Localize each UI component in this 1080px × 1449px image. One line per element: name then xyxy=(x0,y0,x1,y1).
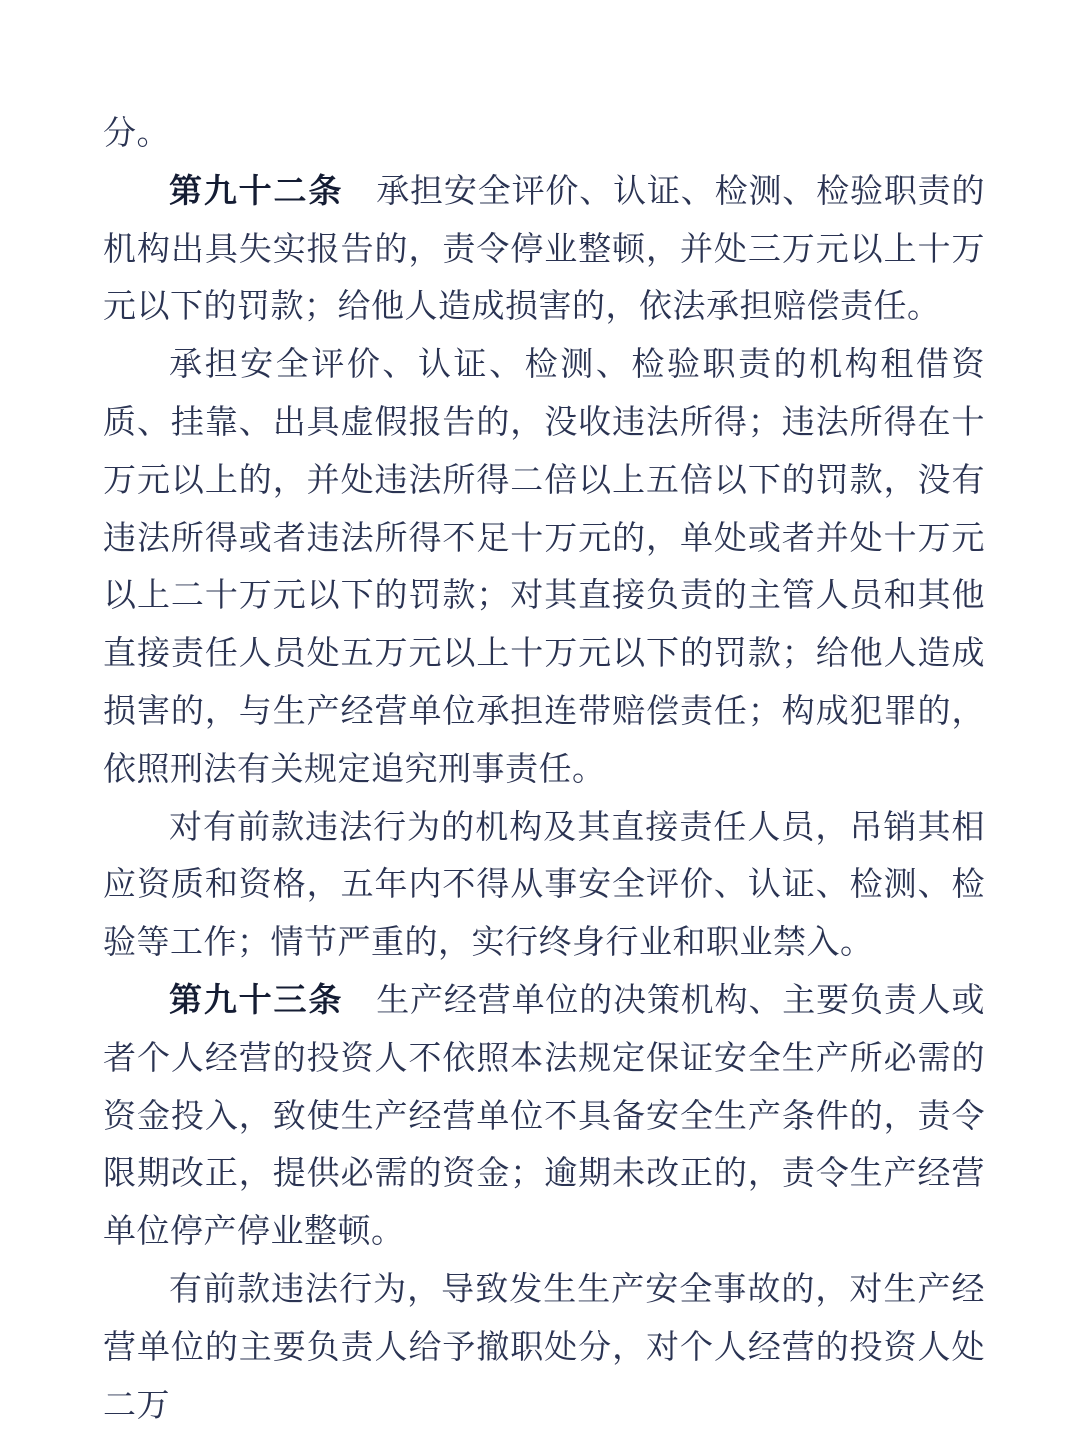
article-93-text: 生产经营单位的决策机构、主要负责人或者个人经营的投资人不依照本法规定保证安全生产所必需的资金投入，致使生产经营单位不具备安全生产条件的，责令限期改正，提供必需的资金；逾期未改正的，责令生产经营单位停产停业整顿。 xyxy=(103,979,986,1251)
article-92-text: 承担安全评价、认证、检测、检验职责的机构出具失实报告的，责令停业整顿，并处三万元以上十万元以下的罚款；给他人造成损害的，依法承担赔偿责任。 xyxy=(103,170,986,326)
paragraph-article-92-clause-2: 承担安全评价、认证、检测、检验职责的机构租借资质、挂靠、出具虚假报告的，没收违法所得；违法所得在十万元以上的，并处违法所得二倍以上五倍以下的罚款，没有违法所得或者违法所得不足十万元的，单处或者并处十万元以上二十万元以下的罚款；对其直接负责的主管人员和其他直接责任人员处五万元以上十万元以下的罚款；给他人造成损害的，与生产经营单位承担连带赔偿责任；构成犯罪的，依照刑法有关规定追究刑事责任。 xyxy=(103,344,985,788)
paragraph-article-93-clause-2: 有前款违法行为，导致发生生产安全事故的，对生产经营单位的主要负责人给予撤职处分，对个人经营的投资人处二万 xyxy=(103,1268,985,1424)
paragraph-continuation: 分。 xyxy=(103,113,170,152)
article-93-label: 第九十三条 xyxy=(169,979,344,1019)
paragraph-article-92 xyxy=(103,162,985,335)
paragraph-article-93 xyxy=(103,971,985,1260)
paragraph-article-92-clause-3: 对有前款违法行为的机构及其直接责任人员，吊销其相应资质和资格，五年内不得从事安全评价、认证、检测、检验等工作；情节严重的，实行终身行业和职业禁入。 xyxy=(103,806,985,962)
article-92-label: 第九十二条 xyxy=(169,170,344,210)
